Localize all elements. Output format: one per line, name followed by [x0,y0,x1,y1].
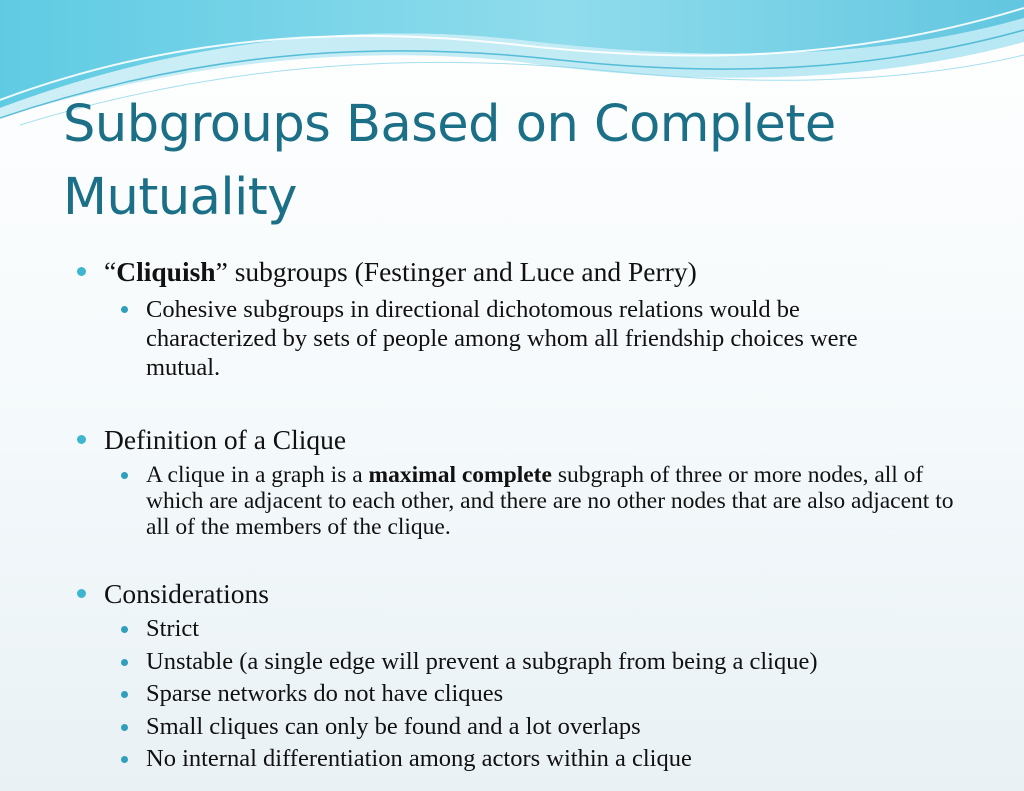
bullet-level2 [121,724,128,731]
bullet-level2 [121,472,128,479]
bullet-level2 [121,626,128,633]
cliquish-bold: Cliquish [116,256,216,287]
clique-def-before: A clique in a graph is a [146,462,369,488]
bullet-cliquish-subgroups [104,256,697,288]
bullet-small-cliques: Small cliques can only be found and a lot overlaps [146,713,641,740]
bullet-no-internal-differentiation: No internal differentiation among actors within a clique [146,745,692,772]
bullet-level1 [77,435,86,444]
clique-def-bold: maximal complete [368,462,552,488]
open-quote: “ [104,256,117,287]
bullet-definition-of-clique: Definition of a Clique [104,424,347,455]
bullet-level1 [77,267,86,276]
bullet-considerations: Considerations [104,578,269,609]
bullet-unstable: Unstable (a single edge will prevent a subgraph from being a clique) [146,648,818,675]
clique-def-after: subgraph of three or more nodes, all of which are adjacent to each other, and there are no other nodes that are also adjacent to all of the members of the clique. [146,462,954,540]
bullet-cohesive-subgroups: Cohesive subgroups in directional dichotomous relations would be characterized by sets of people among whom all friendship choices were mutual. [146,296,858,381]
bullet-level2 [121,659,128,666]
bullet-strict: Strict [146,615,200,642]
bullet-sparse-networks: Sparse networks do not have cliques [146,680,504,707]
slide-title: Subgroups Based on Complete Mutuality [63,95,836,227]
bullet-level2 [121,691,128,698]
close-quote: ” [215,256,228,287]
bullet-level2 [121,756,128,763]
bullet-level1 [77,589,86,598]
bullet-level2 [121,306,128,313]
cliquish-rest: subgroups (Festinger and Luce and Perry) [227,256,697,287]
bullet-clique-definition [146,462,966,540]
